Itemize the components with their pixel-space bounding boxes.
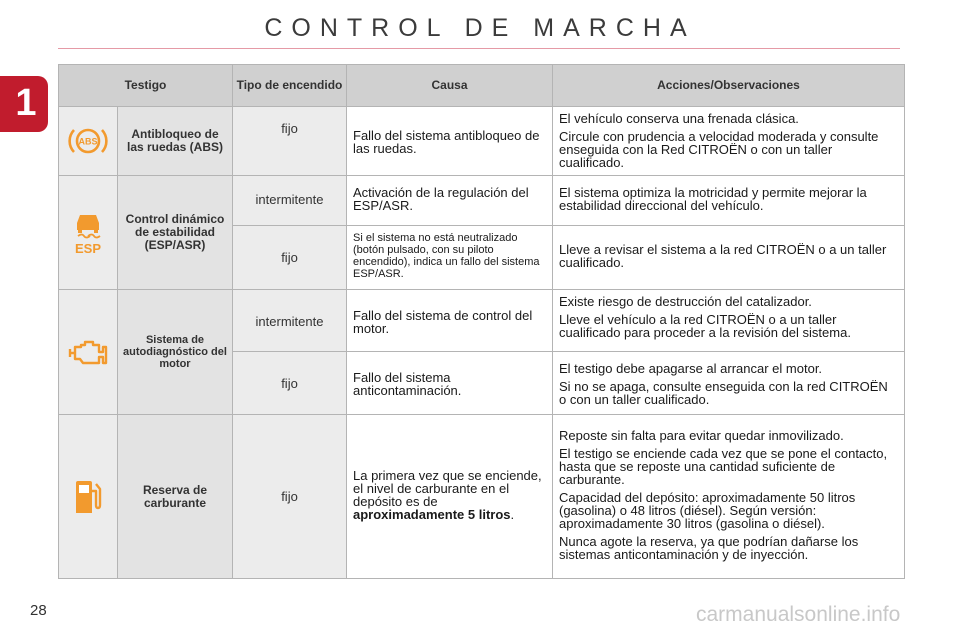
- esp-icon-label: ESP: [74, 240, 102, 256]
- table-row-esp-1: [59, 176, 905, 226]
- table-row-abs: [59, 107, 905, 176]
- header-causa: Causa: [347, 65, 553, 107]
- engine-icon-cell: [59, 290, 118, 415]
- esp-causa-2: Si el sistema no está neutralizado (botón pulsado, con su piloto encendido), indica un fallo del sistema ESP/ASR.: [347, 226, 553, 290]
- header-acciones: Acciones/Observaciones: [553, 65, 905, 107]
- abs-causa: Fallo del sistema antibloqueo de las ruedas.: [347, 107, 553, 176]
- esp-tipo-1: intermitente: [233, 176, 347, 226]
- table-row-fuel: [59, 415, 905, 579]
- page-title: CONTROL DE MARCHA: [264, 14, 696, 42]
- engine-acciones-2: [553, 352, 905, 415]
- title-divider: [58, 48, 900, 49]
- table-header-row: [59, 65, 905, 107]
- fuel-causa-text: La primera vez que se enciende, el nivel de carburante en el depósito es de: [353, 467, 542, 509]
- fuel-icon-cell: [59, 415, 118, 579]
- watermark: carmanualsonline.info: [696, 603, 901, 626]
- esp-icon-cell: [59, 176, 118, 290]
- fuel-causa-bold: aproximadamente 5 litros: [353, 506, 511, 522]
- engine-check-icon: [67, 337, 109, 367]
- fuel-causa-end: .: [510, 506, 515, 522]
- esp-tipo-2: fijo: [233, 226, 347, 290]
- chapter-number: 1: [15, 82, 37, 124]
- abs-accion-1: El vehículo conserva una frenada clásica.: [559, 111, 799, 126]
- abs-acciones: [553, 107, 905, 176]
- abs-icon-label: ABS: [78, 136, 98, 147]
- esp-name: Control dinámico de estabilidad (ESP/ASR): [118, 176, 233, 290]
- fuel-accion-4: Nunca agote la reserva, ya que podrían dañarse los sistemas anticontaminación y de inyección.: [559, 533, 859, 562]
- fuel-pump-icon: [72, 479, 104, 515]
- esp-skid-icon: [70, 210, 106, 256]
- engine-acciones-1: [553, 290, 905, 352]
- engine-tipo-2: fijo: [233, 352, 347, 415]
- engine-accion-1b: Lleve el vehículo a la red CITROËN o a un taller cualificado para proceder a la revisión del sistema.: [559, 312, 851, 340]
- engine-accion-1a: Existe riesgo de destrucción del catalizador.: [559, 294, 812, 309]
- engine-causa-1: Fallo del sistema de control del motor.: [347, 290, 553, 352]
- esp-acciones-1: El sistema optimiza la motricidad y permite mejorar la estabilidad direccional del vehículo.: [553, 176, 905, 226]
- engine-name: Sistema de autodiagnóstico del motor: [118, 290, 233, 415]
- warning-lights-table: [58, 64, 905, 579]
- esp-acciones-2: Lleve a revisar el sistema a la red CITROËN o a un taller cualificado.: [553, 226, 905, 290]
- abs-accion-2: Circule con prudencia a velocidad moderada y consulte enseguida con la Red CITROËN o con un taller cualificado.: [559, 129, 879, 170]
- table-row-engine-1: [59, 290, 905, 352]
- fuel-acciones: [553, 415, 905, 579]
- abs-icon-cell: [59, 107, 118, 176]
- fuel-accion-3: Capacidad del depósito: aproximadamente 50 litros (gasolina) o 48 litros (diésel). Según versión: aproximadamente 30 litros (gasolina o diésel).: [559, 489, 856, 531]
- page-number: 28: [30, 602, 47, 619]
- abs-warning-icon: [68, 124, 108, 158]
- abs-tipo: fijo: [233, 107, 347, 176]
- header-testigo: Testigo: [59, 65, 233, 107]
- engine-accion-2b: Si no se apaga, consulte enseguida con la red CITROËN o con un taller cualificado.: [559, 379, 888, 407]
- fuel-name: Reserva de carburante: [118, 415, 233, 579]
- header-tipo: Tipo de encendido: [233, 65, 347, 107]
- fuel-causa: [347, 415, 553, 579]
- engine-causa-2: Fallo del sistema anticontaminación.: [347, 352, 553, 415]
- abs-name: Antibloqueo de las ruedas (ABS): [118, 107, 233, 176]
- fuel-accion-1: Reposte sin falta para evitar quedar inmovilizado.: [559, 427, 844, 443]
- esp-causa-1: Activación de la regulación del ESP/ASR.: [347, 176, 553, 226]
- fuel-tipo: fijo: [233, 415, 347, 579]
- engine-accion-2a: El testigo debe apagarse al arrancar el motor.: [559, 361, 823, 376]
- fuel-accion-2: El testigo se enciende cada vez que se pone el contacto, hasta que se reposte una cantidad suficiente de carburante.: [559, 445, 888, 487]
- engine-tipo-1: intermitente: [233, 290, 347, 352]
